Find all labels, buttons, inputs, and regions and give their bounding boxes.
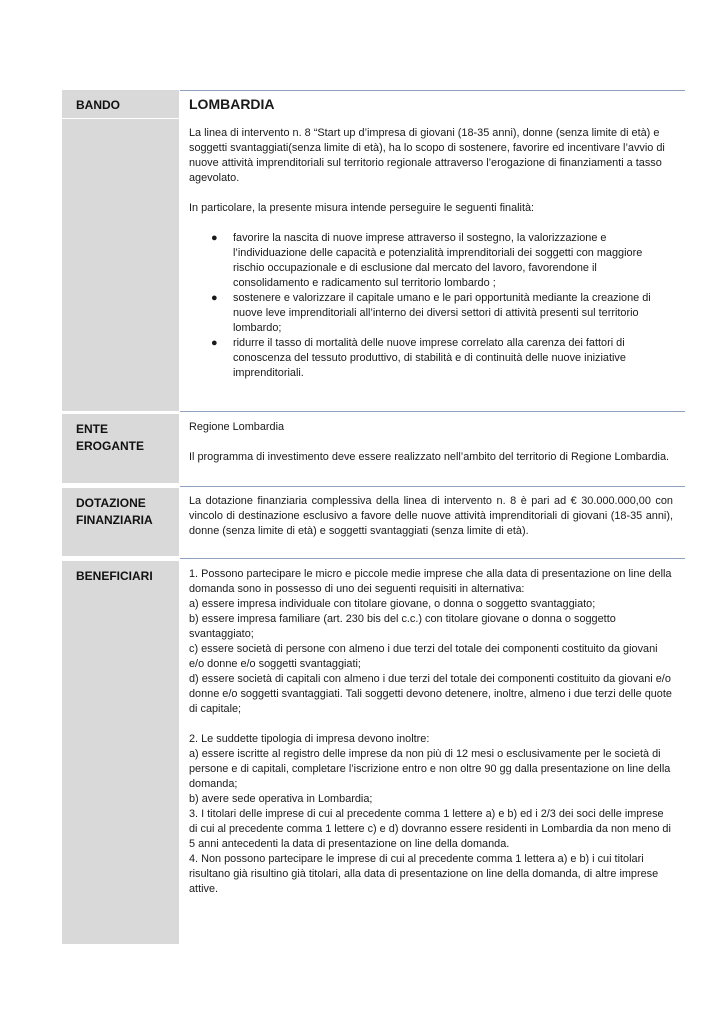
bullet-icon: ● xyxy=(211,232,218,244)
bullet-icon: ● xyxy=(211,337,218,349)
bullet-icon: ● xyxy=(211,292,218,304)
label-bando-text: BANDO xyxy=(76,98,120,112)
label-ente-erogante: ENTE EROGANTE xyxy=(62,414,179,483)
beneficiari-line: 4. Non possono partecipare le imprese di cui al precedente comma 1 lettera a) e b) i cui titolari risultano già risultino già titolari, alla data di presentazione on line della domanda, di altre imprese attive. xyxy=(189,853,659,895)
content-dotazione-finanziaria xyxy=(180,494,685,539)
intro-paragraph: La linea di intervento n. 8 “Start up d’impresa di giovani (18-35 anni), donne (senza limite di età) e soggetti svantaggiati(senza limite di età), ha lo scopo di sostenere, favorire ed incentivare l’avvio di nuove attività imprenditoriali sul territorio regionale attraverso l’erogazione di finanziamenti a tasso agevolato. xyxy=(189,127,665,184)
beneficiari-line: a) essere iscritte al registro delle imprese da non più di 12 mesi o esclusivamente per le società di persone e di capitali, completare l’iscrizione entro e non oltre 90 gg dalla presentazione on line della domanda; xyxy=(189,748,671,790)
beneficiari-line: 2. Le suddette tipologia di impresa devono inoltre: xyxy=(189,733,430,745)
beneficiari-line: b) avere sede operativa in Lombardia; xyxy=(189,793,373,805)
beneficiari-line: b) essere impresa familiare (art. 230 bis del c.c.) con titolare giovane o donna o soggetto svantaggiato; xyxy=(189,613,616,640)
section-divider xyxy=(180,486,685,487)
lead-paragraph: In particolare, la presente misura intende perseguire le seguenti finalità: xyxy=(189,202,535,214)
label-beneficiari xyxy=(62,561,179,944)
section-title: LOMBARDIA xyxy=(189,96,275,112)
section-divider xyxy=(180,558,685,559)
list-item: ● favorire la nascita di nuove imprese attraverso il sostegno, la valorizzazione e l’individuazione delle capacità e potenzialità imprenditoriali dei soggetti con maggiore rischio occupazionale e di esclusione dal mercato del lavoro, favorendone il consolidamento e radicamento sul territorio lombardo ; xyxy=(211,232,643,289)
label-beneficiari-text: BENEFICIARI xyxy=(76,569,153,583)
section-divider xyxy=(180,411,685,412)
beneficiari-line: c) essere società di persone con almeno i due terzi del totale dei componenti costituito da giovani e/o donne e/o soggetti svantaggiati; xyxy=(189,643,658,670)
dotazione-text: La dotazione finanziaria complessiva della linea di intervento n. 8 è pari ad € 30.000.000,00 con vincolo di destinazione esclusivo a favore delle nuove attività imprenditoriali di giovani (18-35 anni), donne (senza limite di età) e soggetti svantaggiati (senza limite di età). xyxy=(189,495,673,537)
content-beneficiari xyxy=(180,567,685,897)
label-bando xyxy=(62,90,179,411)
beneficiari-line: a) essere impresa individuale con titolare giovane, o donna o soggetto svantaggiato; xyxy=(189,598,596,610)
beneficiari-line: d) essere società di capitali con almeno i due terzi del totale dei componenti costituito da giovani e/o donne e/o soggetti svantaggiati. Tali soggetti devono detenere, inoltre, almeno i due terzi delle quote di capitale; xyxy=(189,673,672,715)
goals-list xyxy=(189,231,673,381)
beneficiari-line: 3. I titolari delle imprese di cui al precedente comma 1 lettere a) e b) ed i 2/3 dei soci delle imprese di cui al precedente comma 1 lettere c) e d) dovranno essere residenti in Lombardia da non meno di 5 anni antecedenti la data di presentazione on line della domanda. xyxy=(189,808,671,850)
label-dotazione-finanziaria: DOTAZIONE FINANZIARIA xyxy=(62,488,179,556)
beneficiari-line: 1. Possono partecipare le micro e piccole medie imprese che alla data di presentazione on line della domanda sono in possesso di uno dei seguenti requisiti in alternativa: xyxy=(189,568,672,595)
list-item: ● ridurre il tasso di mortalità delle nuove imprese correlato alla carenza dei fattori di conoscenza del tessuto produttivo, di stabilità e di continuità delle nuove iniziative imprenditoriali. xyxy=(211,337,626,379)
list-item: ● sostenere e valorizzare il capitale umano e le pari opportunità mediante la creazione di nuove leve imprenditoriali all’interno dei diversi settori di attività presenti sul territorio lombardo; xyxy=(211,292,651,334)
content-bando xyxy=(180,90,685,381)
ente-name: Regione Lombardia xyxy=(189,421,285,433)
content-ente-erogante xyxy=(180,420,685,465)
label-divider xyxy=(62,118,179,119)
ente-text: Il programma di investimento deve essere realizzato nell’ambito del territorio di Regione Lombardia. xyxy=(189,451,670,463)
